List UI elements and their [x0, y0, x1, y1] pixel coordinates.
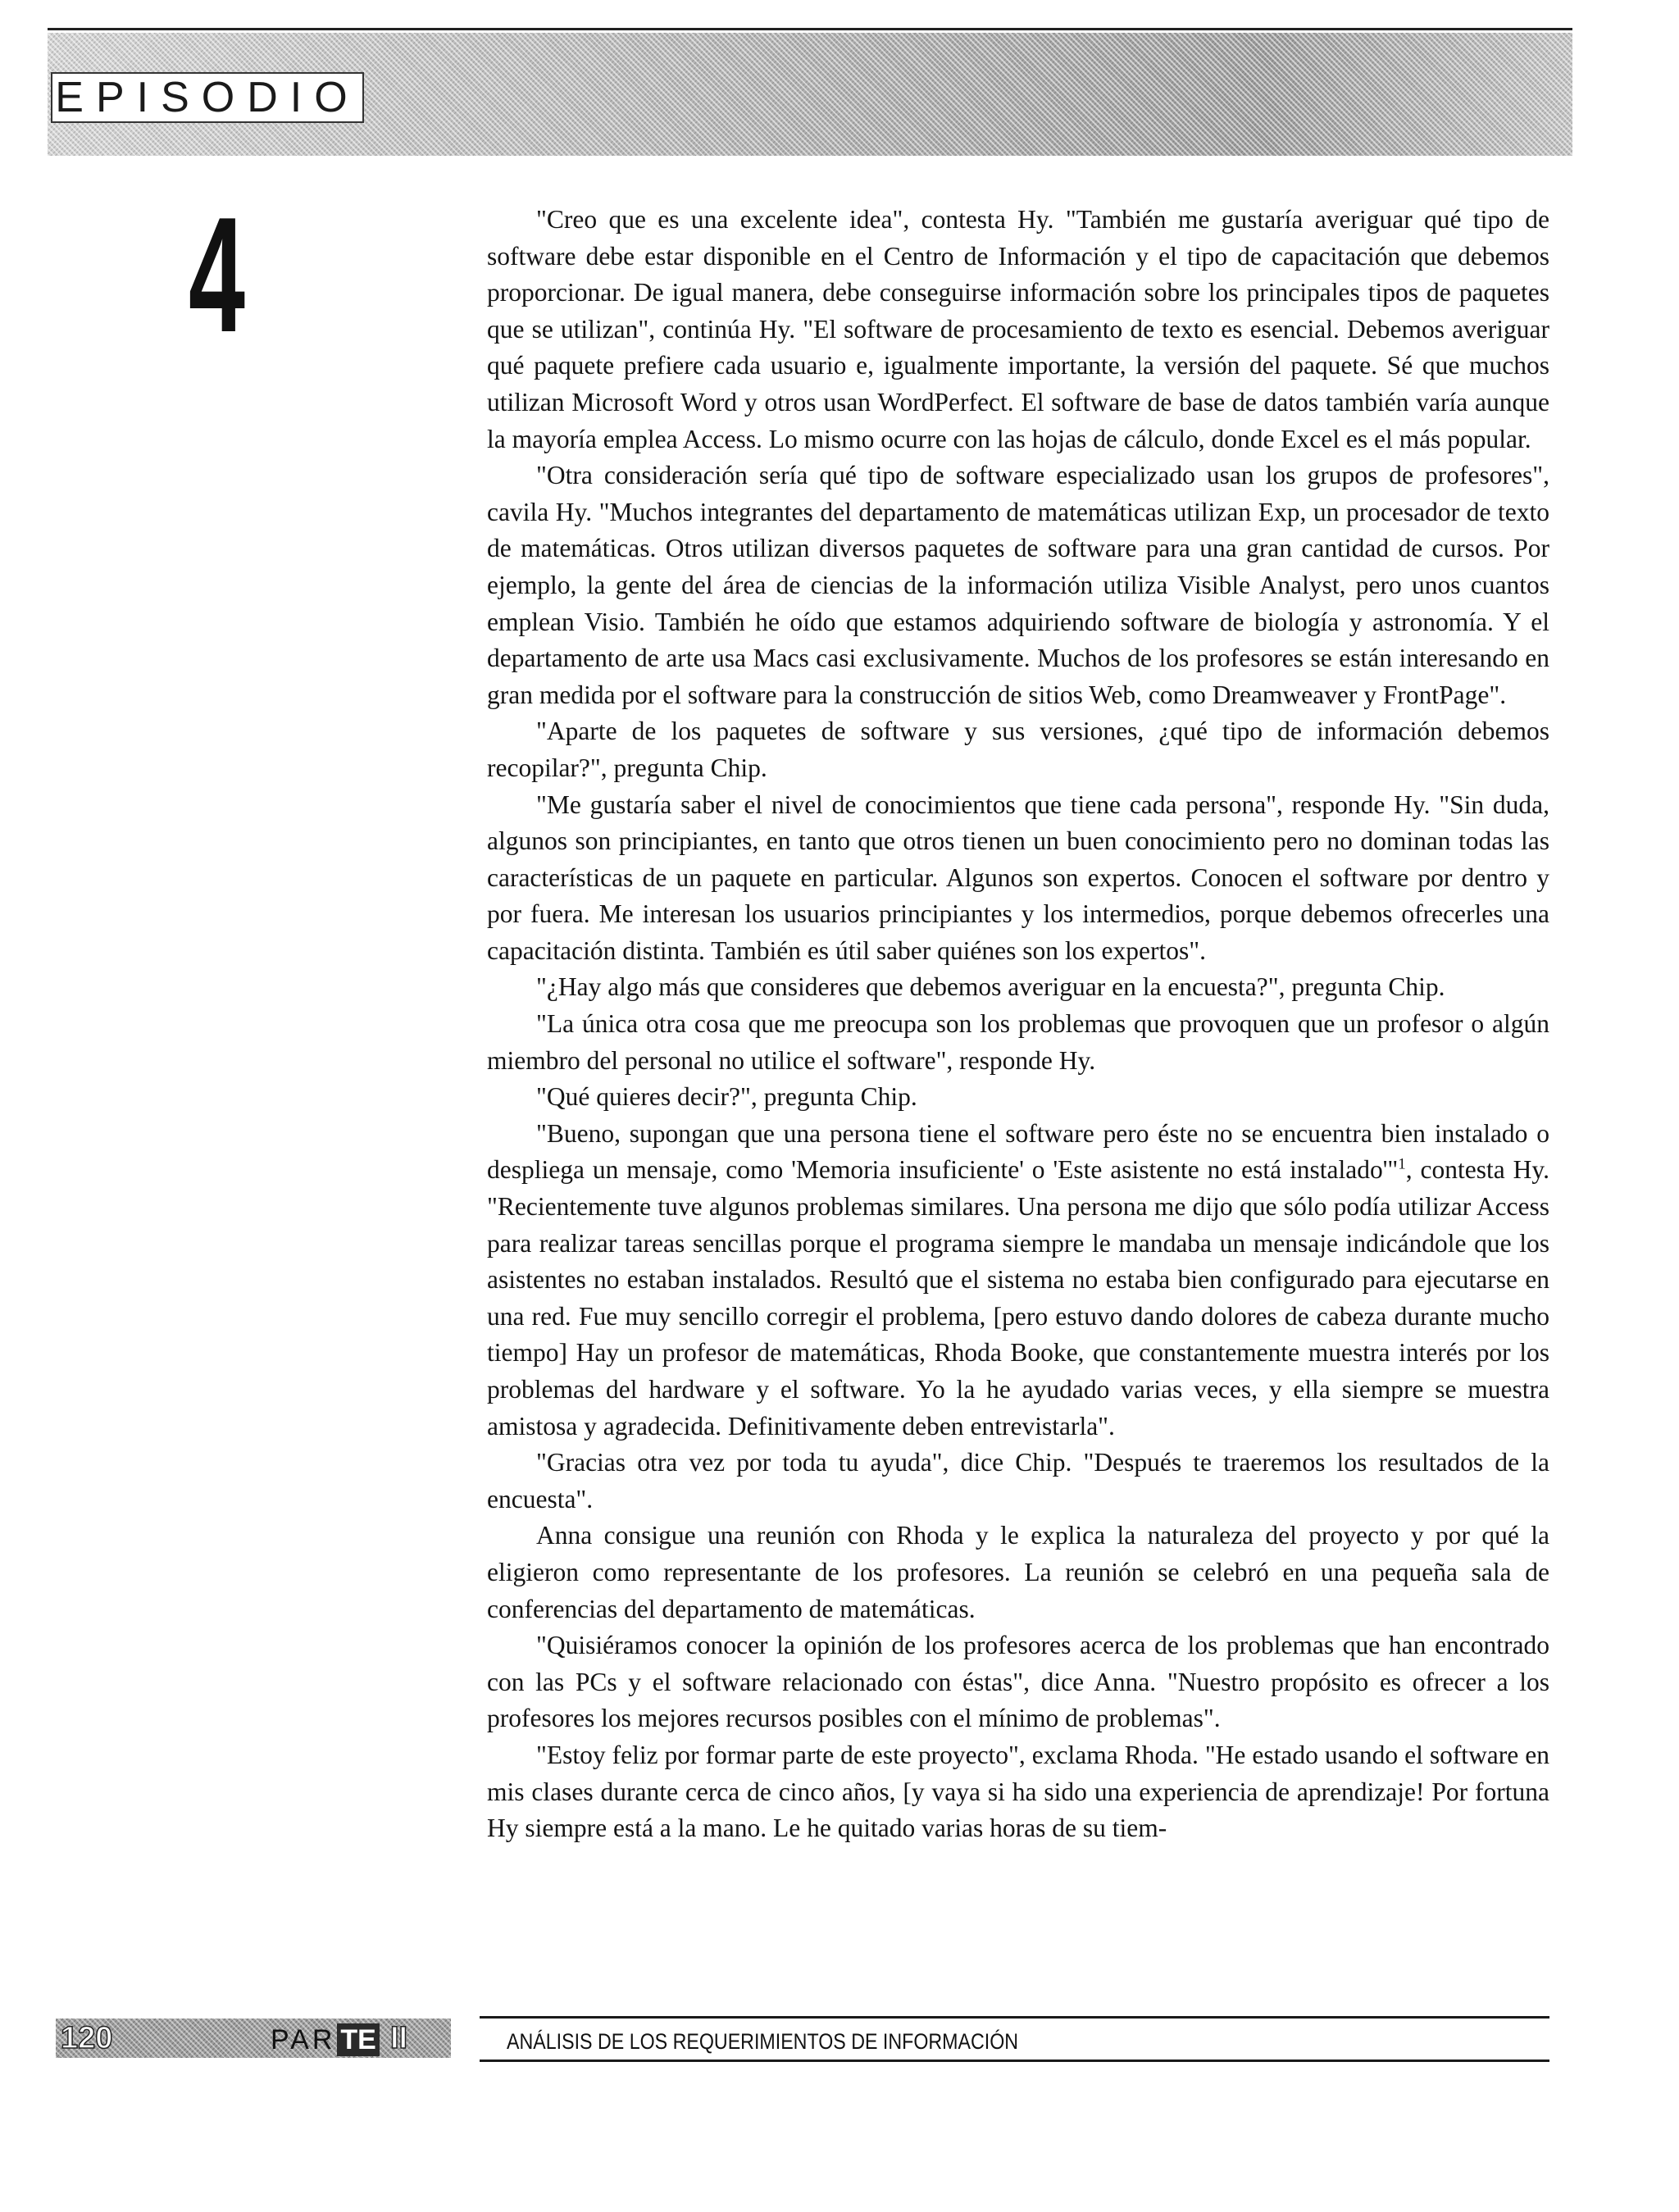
paragraph-5: "¿Hay algo más que consideres que debemos averiguar en la encuesta?", pregunta Chip.	[536, 972, 1445, 1002]
paragraph-3: "Aparte de los paquetes de software y sus versiones, ¿qué tipo de información debemos recopilar?", pregunta Chip.	[487, 717, 1549, 782]
paragraph-9: "Gracias otra vez por toda tu ayuda", dice Chip. "Después te traeremos los resultados de la encuesta".	[487, 1448, 1549, 1513]
paragraph-12: "Estoy feliz por formar parte de este proyecto", exclama Rhoda. "He estado usando el software en mis clases durante cerca de cinco años, [y vaya si ha sido una experiencia de aprendizaje! Por fortuna Hy siempre está a la mano. Le he quitado varias horas de su tiem-	[487, 1740, 1549, 1843]
paragraph-8-part-2: , contesta Hy. "Recientemente tuve algunos problemas similares. Una persona me dijo que sólo podía utilizar Access para realizar tareas sencillas porque el programa siempre le mandaba un mensaje indicándole que los asistentes no estaban instalados. Resultó que el sistema no estaba bien configurado para ejecutarse en una red. Fue muy sencillo corregir el problema, [pero estuvo dando dolores de cabeza durante mucho tiempo] Hay un profesor de matemáticas, Rhoda Booke, que constantemente muestra interés por los problemas del hardware y el software. Yo la he ayudado varias veces, y ella siempre se muestra amistosa y agradecida. Definitivamente deben entrevistarla".	[487, 1155, 1549, 1441]
paragraph-1: "Creo que es una excelente idea", contesta Hy. "También me gustaría averiguar qué tipo de software debe estar disponible en el Centro de Información y el tipo de capacitación que debemos proporcionar. De igual manera, debe conseguirse información sobre los principales tipos de paquetes que se utilizan", continúa Hy. "El software de procesamiento de texto es esencial. Debemos averiguar qué paquete prefiere cada usuario e, igualmente importante, la versión del paquete. Sé que muchos utilizan Microsoft Word y otros usan WordPerfect. El software de base de datos también varía aunque la mayoría emplea Access. Lo mismo ocurre con las hojas de cálculo, donde Excel es el más popular.	[487, 205, 1549, 453]
part-numeral: II	[390, 2021, 408, 2055]
paragraph-7: "Qué quieres decir?", pregunta Chip.	[536, 1082, 917, 1112]
episode-label: EPISODIO	[51, 72, 364, 123]
footer-top-rule	[480, 2016, 1549, 2019]
paragraph-6: "La única otra cosa que me preocupa son los problemas que provoquen que un profesor o algún miembro del personal no utilice el software", responde Hy.	[487, 1009, 1549, 1075]
footnote-marker[interactable]: 1	[1398, 1155, 1406, 1173]
paragraph-10: Anna consigue una reunión con Rhoda y le explica la naturaleza del proyecto y por qué la eligieron como representante de los profesores. La reunión se celebró en una pequeña sala de conferencias del departamento de matemáticas.	[487, 1521, 1549, 1623]
page-number: 120	[61, 2021, 113, 2055]
paragraph-11: "Quisiéramos conocer la opinión de los profesores acerca de los problemas que han encontrado con las PCs y el software relacionado con éstas", dice Anna. "Nuestro propósito es ofrecer a los profesores los mejores recursos posibles con el mínimo de problemas".	[487, 1631, 1549, 1733]
footer-section-title: ANÁLISIS DE LOS REQUERIMIENTOS DE INFORMACIÓN	[507, 2029, 1019, 2054]
paragraph-2: "Otra consideración sería qué tipo de software especializado usan los grupos de profesores", cavila Hy. "Muchos integrantes del departamento de matemáticas utilizan Exp, un procesador de texto de matemáticas. Otros utilizan diversos paquetes de software para una gran cantidad de cursos. Por ejemplo, la gente del área de ciencias de la información utiliza Visible Analyst, pero unos cuantos emplean Visio. También he oído que estamos adquiriendo software de biología y astronomía. Y el departamento de arte usa Macs casi exclusivamente. Muchos de los profesores se están interesando en gran medida por el software para la construcción de sitios Web, como Dreamweaver y FrontPage".	[487, 461, 1549, 709]
header-top-rule	[48, 28, 1572, 30]
footer-bottom-rule	[480, 2060, 1549, 2062]
episode-number: 4	[189, 184, 245, 366]
paragraph-8-part-1: "Bueno, supongan que una persona tiene el software pero éste no se encuentra bien instalado o despliega un mensaje, como 'Memoria insuficiente' o 'Este asistente no está instalado'"	[487, 1118, 1549, 1185]
part-label	[271, 2023, 380, 2056]
part-label-word: PAR	[271, 2024, 336, 2055]
body-text	[487, 202, 1549, 1847]
episode-header-ghost-pattern	[492, 71, 1230, 123]
part-label-letter: TE	[337, 2023, 379, 2056]
paragraph-8	[487, 1116, 1549, 1445]
paragraph-4: "Me gustaría saber el nivel de conocimientos que tiene cada persona", responde Hy. "Sin duda, algunos son principiantes, en tanto que otros tienen un buen conocimiento pero no dominan todas las características de un paquete en particular. Algunos son expertos. Conocen el software por dentro y por fuera. Me interesan los usuarios principiantes y los intermedios, porque debemos ofrecerles una capacitación distinta. También es útil saber quiénes son los expertos".	[487, 790, 1549, 965]
